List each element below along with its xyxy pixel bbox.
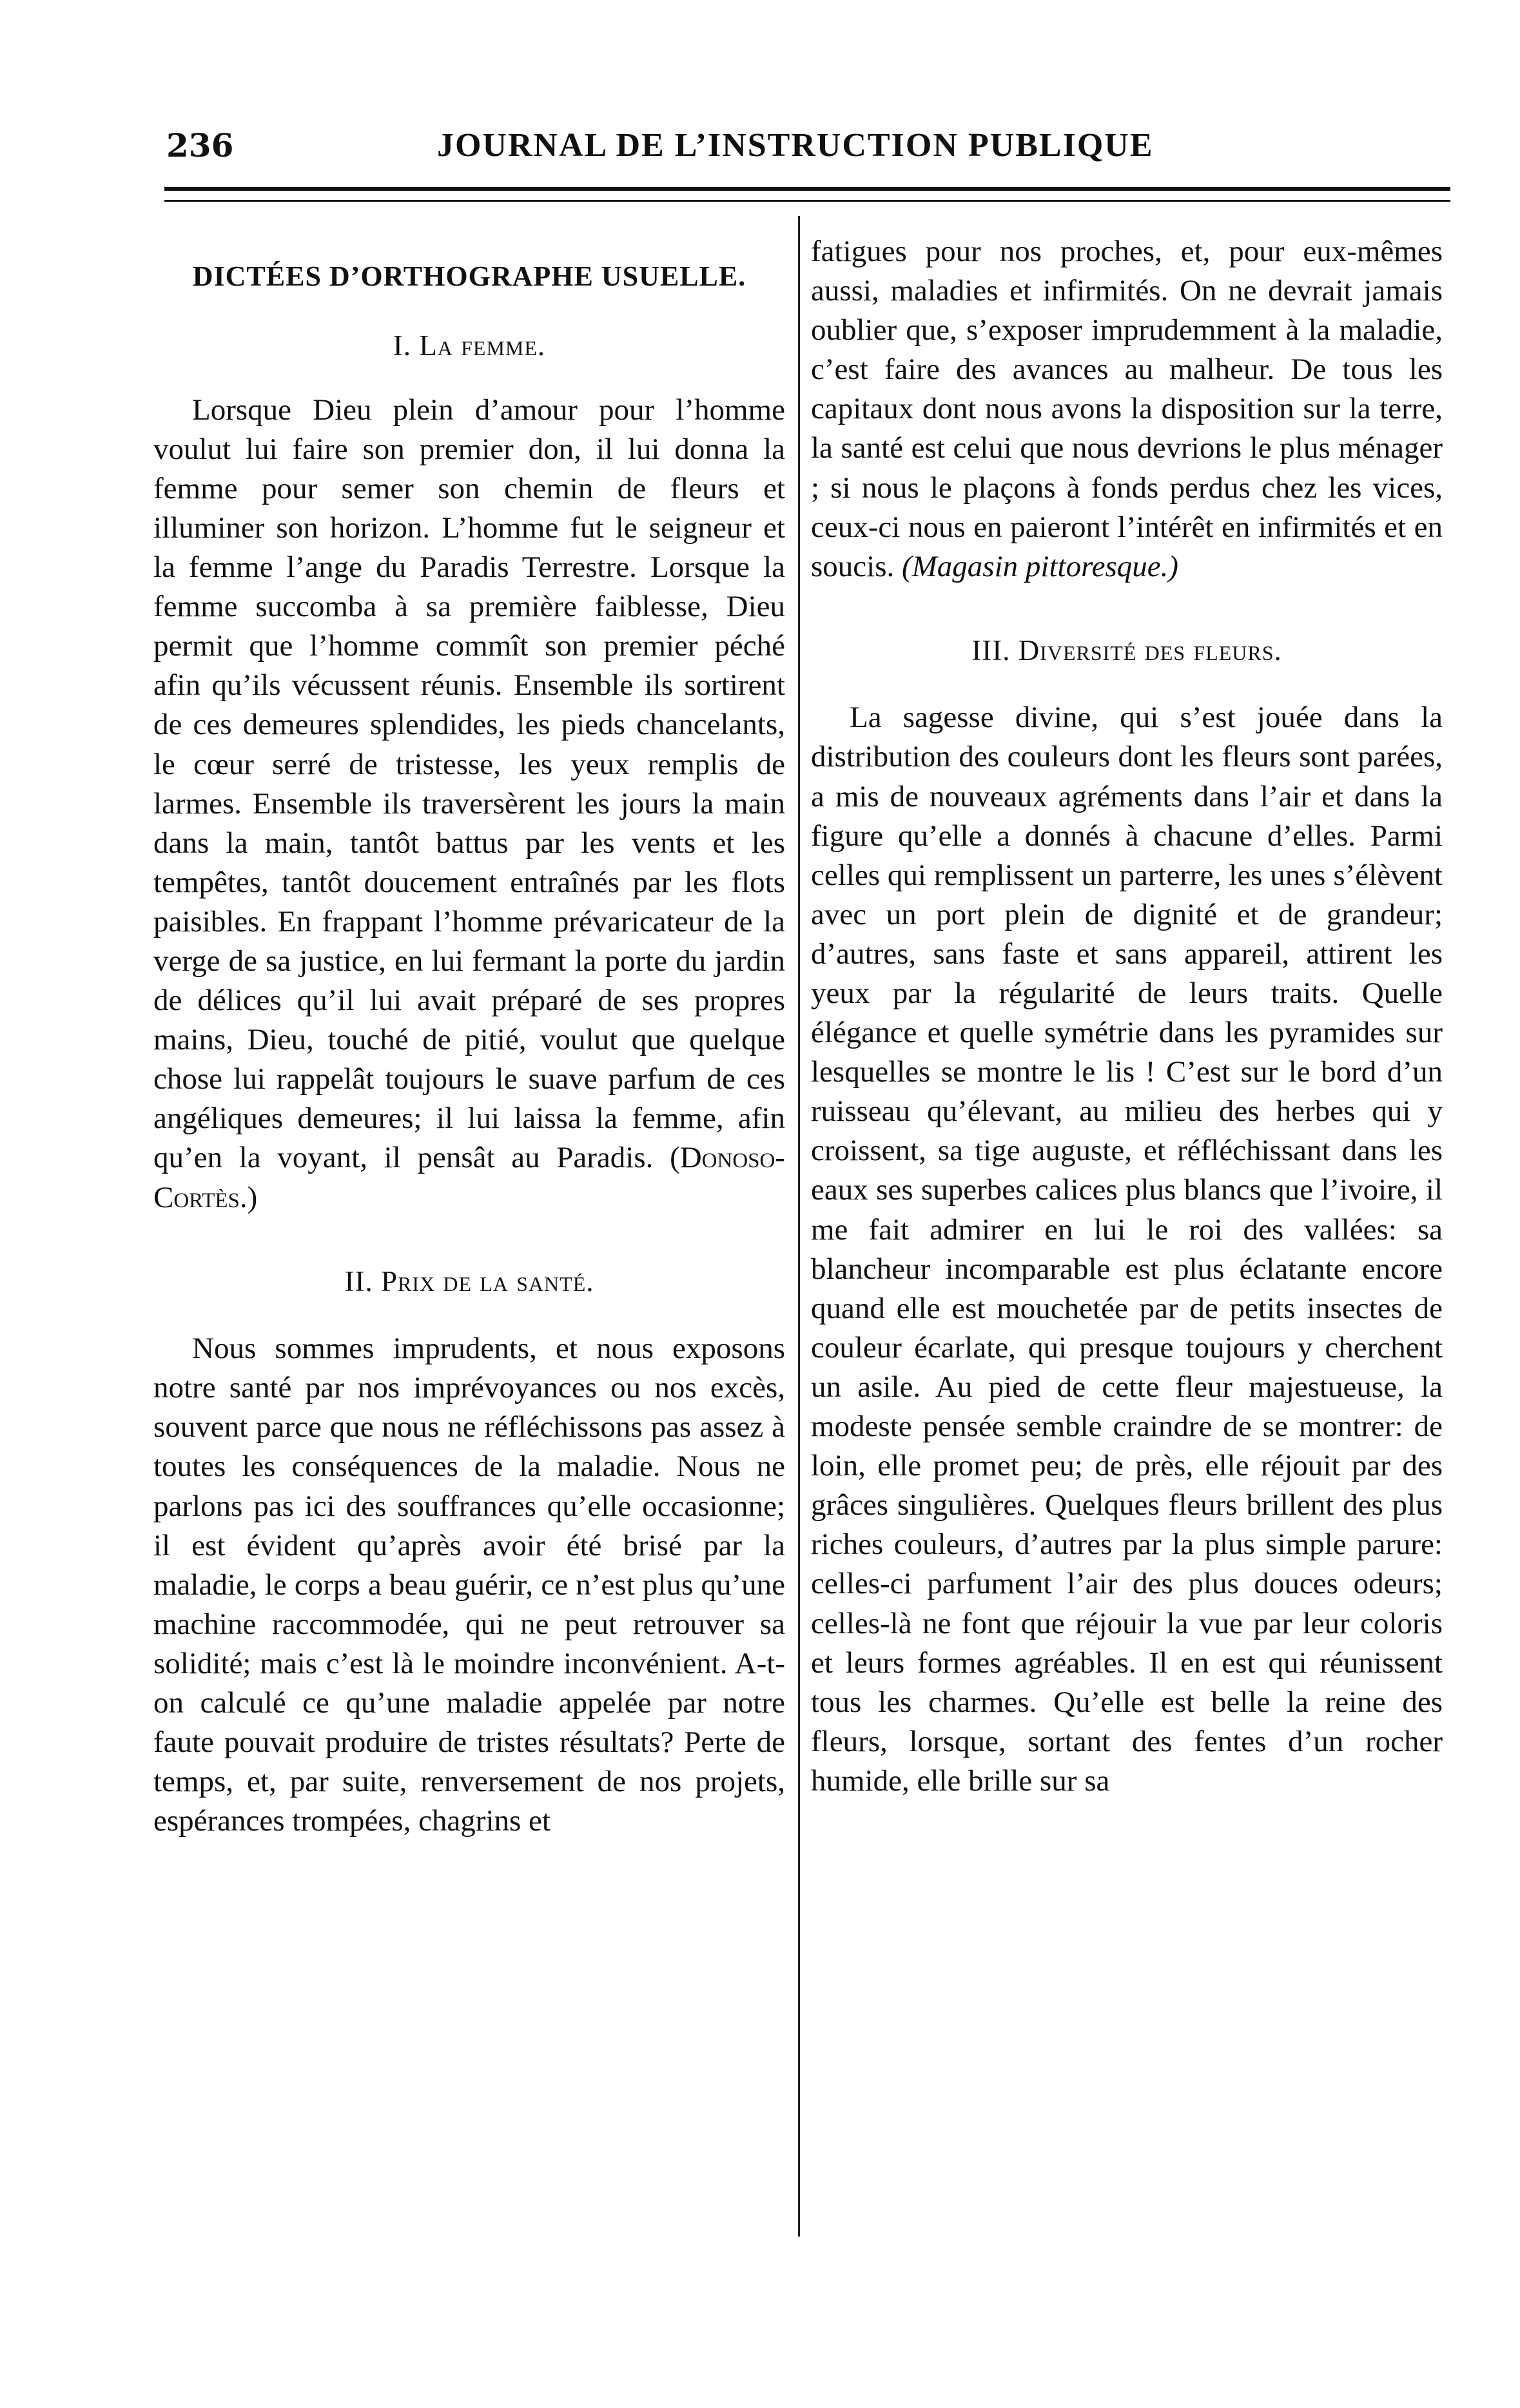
section-text-continued-body: fatigues pour nos proches, et, pour eux-mêmes aussi, maladies et infirmités. On ne devrait jamais oublier que, s’exposer imprudemment à la maladie, c’est faire des avances au malheur. De tous les capitaux dont nous avons la disposition sur la terre, la santé est celui que nous devrions le plus ménager ; si nous le plaçons à fonds perdus chez les vices, ceux-ci nous en paieront l’intérêt en infirmités et en soucis. (811, 235, 1443, 583)
section-text-la-femme (153, 391, 785, 1218)
section-text-diversite-des-fleurs: La sagesse divine, qui s’est jouée dans la distribution des couleurs dont les fleurs sont parées, a mis de nouveaux agréments dans l’air et dans la figure qu’elle a donnés à chacune d’elles. Parmi celles qui remplissent un parterre, les unes s’élèvent avec un port plein de dignité et de grandeur; d’autres, sans faste et sans appareil, attirent les yeux par la régularité de leurs traits. Quelle élégance et quelle symétrie dans les pyramides sur lesquelles se montre le lis ! C’est sur le bord d’un ruisseau qu’élevant, au milieu des herbes qui y croissent, sa tige auguste, et réfléchissant dans les eaux ses superbes calices plus blancs que l’ivoire, il me fait admirer en lui le roi des vallées: sa blancheur incomparable est plus éclatante encore quand elle est mouchetée par de petits insectes de couleur écarlate, qui presque toujours y cherchent un asile. Au pied de cette fleur majestueuse, la modeste pensée semble craindre de se montrer: de loin, elle promet peu; de près, elle réjouit par des grâces singulières. Quelques fleurs brillent des plus riches couleurs, d’autres par la plus simple parure: celles-ci parfument l’air des plus douces odeurs; celles-là ne font que réjouir la vue par leur coloris et leurs formes agréables. Il en est qui réunissent tous les charmes. Qu’elle est belle la reine des fleurs, lorsque, sortant des fentes d’un rocher humide, elle brille sur sa (811, 701, 1443, 1798)
section-text-prix-de-la-sante-continued (811, 232, 1443, 587)
column-divider (798, 216, 800, 2237)
page-header (166, 126, 1456, 184)
source-donoso-cortes: (Donoso-Cortès.) (153, 1141, 785, 1214)
section-text-prix-de-la-sante: Nous sommes imprudents, et nous exposons notre santé par nos imprévoyances ou nos excès, souvent parce que nous ne réfléchissons pas assez à toutes les conséquences de la maladie. Nous ne parlons pas ici des souffrances qu’elle occasionne; il est évident qu’après avoir été brisé par la maladie, le corps a beau guérir, ce n’est plus qu’une machine raccommodée, qui ne peut retrouver sa solidité; mais c’est là le moindre inconvénient. A-t-on calculé ce qu’une maladie appelée par notre faute pouvait produire de tristes résultats? Perte de temps, et, par suite, renversement de nos projets, espérances trompées, chagrins et (153, 1332, 785, 1838)
right-column (811, 232, 1443, 1801)
section-heading-la-femme: I. La femme. (393, 329, 546, 362)
header-rule-thick (164, 187, 1450, 191)
source-magasin-pittoresque: (Magasin pittoresque.) (902, 549, 1179, 583)
page-number: 236 (166, 126, 234, 164)
section-text-la-femme-body: Lorsque Dieu plein d’amour pour l’homme voulut lui faire son premier don, il lui donna la femme pour semer son chemin de fleurs et illuminer son horizon. L’homme fut le seigneur et la femme l’ange du Paradis Terrestre. Lorsque la femme succomba à sa première faiblesse, Dieu permit que l’homme commît son premier péché afin qu’ils vécussent réunis. Ensemble ils sortirent de ces demeures splendides, les pieds chancelants, le cœur serré de tristesse, les yeux remplis de larmes. Ensemble ils traversèrent les jours la main dans la main, tantôt battus par les vents et les tempêtes, tantôt doucement entraînés par les flots paisibles. En frappant l’homme prévaricateur de la verge de sa justice, en lui fermant la porte du jardin de délices qu’il lui avait préparé de ses propres mains, Dieu, touché de pitié, voulut que quelque chose lui rappelât toujours le suave parfum de ces angéliques demeures; il lui laissa la femme, afin qu’en la voyant, il pensât au Paradis. (153, 393, 785, 1175)
header-rule-thin (164, 200, 1450, 202)
left-column (153, 232, 785, 1841)
main-heading: DICTÉES D’ORTHOGRAPHE USUELLE. (192, 260, 746, 292)
running-title: JOURNAL DE L’INSTRUCTION PUBLIQUE (437, 127, 1154, 164)
section-heading-diversite-des-fleurs: III. Diversité des fleurs. (971, 634, 1282, 666)
section-heading-prix-de-la-sante: II. Prix de la santé. (344, 1265, 594, 1297)
